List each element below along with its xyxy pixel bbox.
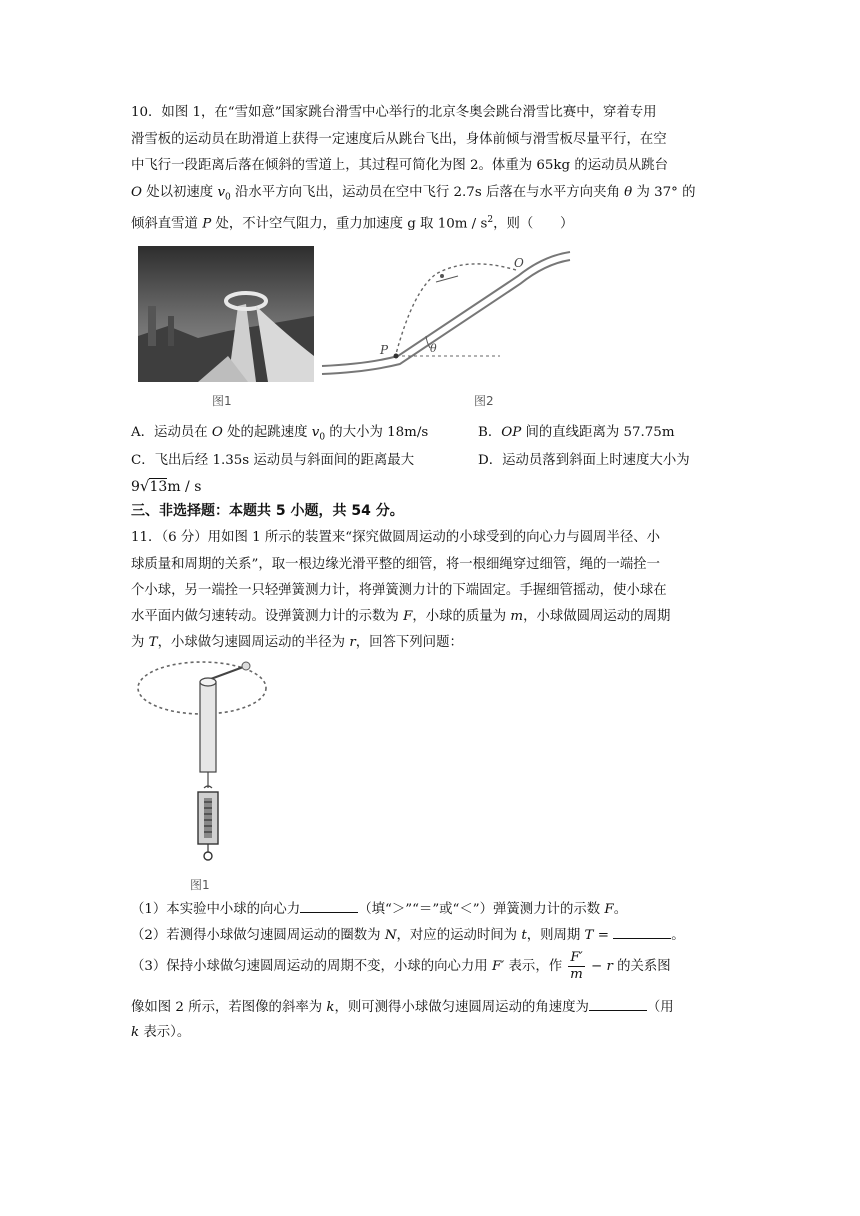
fraction-f-over-m: $\frac{F'}{m}$ [570,950,583,982]
q10-line-5: 倾斜直雪道 P 处，不计空气阻力，重力加速度 g 取 $10m / s^2$，则（ ） [131,215,574,232]
label-P: P [380,343,389,357]
q11-line-3: 个小球，另一端拴一只轻弹簧测力计，将弹簧测力计的下端固定。手握细管摇动，使小球在 [131,583,667,598]
option-a: A．运动员在 O 处的起跳速度 $v_0$ 的大小为 18m/s [131,425,429,443]
trajectory-diagram [318,246,574,382]
q11-part-3: （3）保持小球做匀速圆周运动的周期不变，小球的向心力用 F′ 表示，作 $\frac{F'}{m}$ − r 的关系图 [131,950,671,982]
ski-jump-photo [138,246,314,382]
q10-line-3: 中飞行一段距离后落在倾斜的雪道上，其过程可简化为图 2。体重为 65kg 的运动员从跳台 [131,158,669,173]
q11-part-2: （2）若测得小球做匀速圆周运动的圈数为 N，对应的运动时间为 t，则周期 T = 。 [131,928,685,943]
q11-line-5: 为 T，小球做匀速圆周运动的半径为 r，回答下列问题： [131,635,463,650]
answer-blank-3[interactable] [589,998,647,1011]
q10-line-4: O 处以初速度 $v_0$ 沿水平方向飞出，运动员在空中飞行 2.7s 后落在与水平方向夹角 θ 为 37° 的 [131,185,696,203]
label-theta: θ [430,342,437,355]
apparatus-figure [132,652,272,876]
q11-fig1-caption: 图1 [190,878,210,892]
q11-line-1: 11．（6 分）用如图 1 所示的装置来“探究做圆周运动的小球受到的向心力与圆周半径、小 [131,530,661,545]
option-b: B．OP 间的直线距离为 57.75m [478,425,675,440]
fig2-caption: 图2 [474,394,494,408]
q10-line-2: 滑雪板的运动员在助滑道上获得一定速度后从跳台飞出，身体前倾与滑雪板尽量平行，在空 [131,132,667,147]
answer-blank-1[interactable] [300,900,358,913]
q11-line-2: 球质量和周期的关系”，取一根边缘光滑平整的细管，将一根细绳穿过细管，绳的一端拴一 [131,557,661,572]
section-3-heading: 三、非选择题：本题共 5 小题，共 54 分。 [131,503,404,519]
q10-line-1: 10．如图 1，在“雪如意”国家跳台滑雪中心举行的北京冬奥会跳台滑雪比赛中，穿着专用 [131,105,657,120]
q11-part-3-end: k 表示）。 [131,1025,191,1040]
option-c: C．飞出后经 1.35s 运动员与斜面间的距离最大 [131,453,415,468]
label-O: O [514,256,524,270]
answer-blank-2[interactable] [613,926,671,939]
option-d: D．运动员落到斜面上时速度大小为 [478,453,690,468]
fig1-caption: 图1 [212,394,232,408]
q11-part-3-cont: 像如图 2 所示，若图像的斜率为 k，则可测得小球做匀速圆周运动的角速度为 （用 [131,1000,674,1015]
q11-part-1: （1）本实验中小球的向心力 （填“＞”“＝”或“＜”）弹簧测力计的示数 F。 [131,902,628,917]
option-d-value: 9√13m / s [131,477,202,495]
q11-line-4: 水平面内做匀速转动。设弹簧测力计的示数为 F，小球的质量为 m，小球做圆周运动的周期 [131,609,671,624]
